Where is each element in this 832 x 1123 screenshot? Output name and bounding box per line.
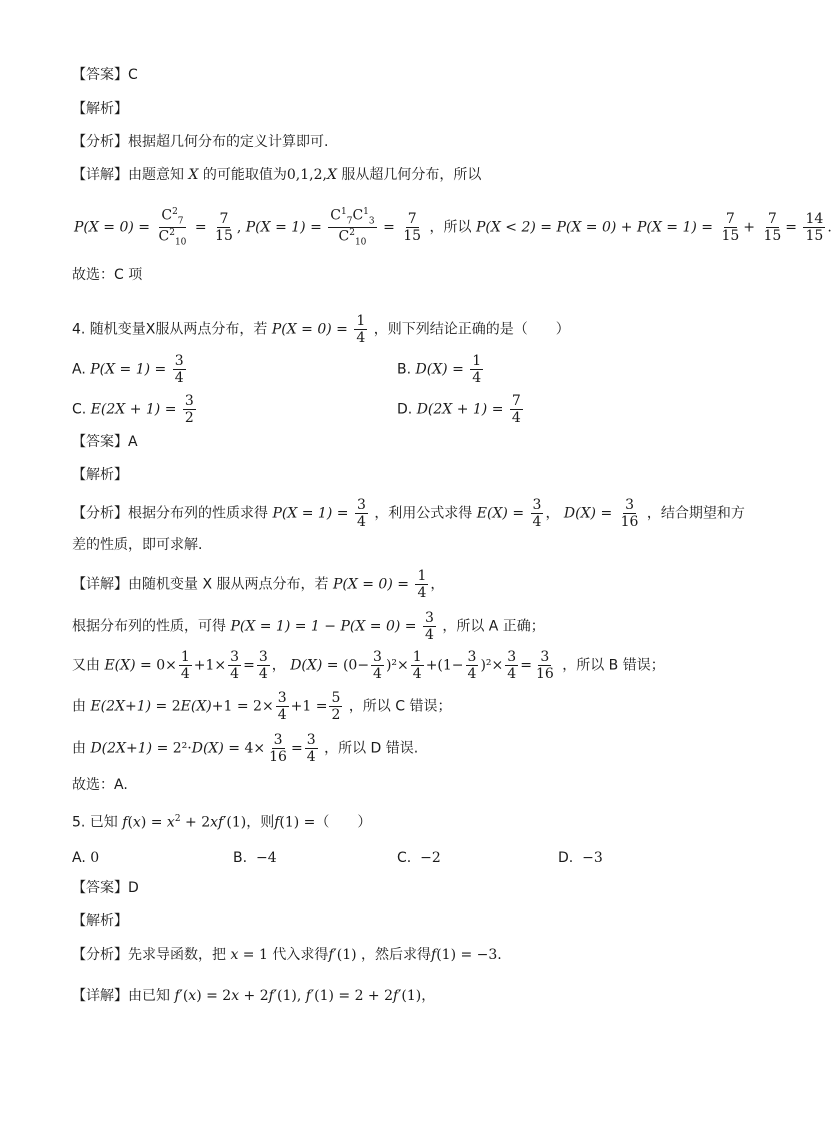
q4-xiangjie-line3: 又由 E(X) = 0× $\frac{1}{4}$ +1× $\frac{3}{4}$ = $\frac{3}{4}$ ， D(X) = (0− $\frac{3}{4}$ )²× $\frac{1}{4}$ +(1− $\frac{3}{4}$ )²× $\frac{3}{4}$ = $\frac{3}{16}$ ，所以 B 错误；: [72, 649, 665, 683]
q5-option-d: D. −3: [558, 850, 603, 866]
q3-analysis-tag: 【解析】: [72, 101, 128, 117]
q4-xiangjie-line2: 根据分布列的性质，可得 P(X = 1) = 1 − P(X = 0) = $\frac{3}{4}$ ，所以 A 正确；: [72, 610, 545, 644]
q4-option-a: A. P(X = 1) = $\frac{3}{4}$: [72, 353, 184, 387]
q5-option-b: B. −4: [233, 850, 277, 866]
q3-answer-line: [72, 68, 138, 82]
q4-option-b: B. D(X) = $\frac{1}{4}$: [397, 353, 482, 387]
q5-analysis-tag: 【解析】: [72, 913, 128, 929]
q3-xiangjie-line: 【详解】由题意知 X 的可能取值为0,1,2,X 服从超几何分布，所以: [72, 167, 482, 183]
q4-fenxi-line2: 差的性质，即可求解.: [72, 537, 203, 553]
q3-formula-line: P(X = 0) = $\frac{C^2_7}{C^2_{10}}$ = $\frac{7}{15}$ , P(X = 1) = $\frac{C^1_7C^1_3}{C^2_{10}}$ = $\frac{7}{15}$ ，所以 P(X < 2) = P(X = 0) + P(X = 1) = $\frac{7}{15}$ + $\frac{7}{15}$ = $\frac{14}{15}$ .: [74, 207, 832, 248]
q4-question: 4. 随机变量X服从两点分布，若 P(X = 0) = $\frac{1}{4}$ ，则下列结论正确的是（ ）: [72, 313, 570, 347]
q4-analysis-tag: 【解析】: [72, 467, 128, 483]
q4-option-c: C. E(2X + 1) = $\frac{3}{2}$: [72, 393, 194, 427]
q4-answer-line: 【答案】A: [72, 434, 138, 450]
q4-option-d: D. D(2X + 1) = $\frac{7}{4}$: [397, 393, 521, 427]
q5-option-c: C. −2: [397, 850, 441, 866]
q5-question: 5. 已知 $f(x) = x^2 + 2xf'(1)$，则f(1) =（ ）: [72, 814, 372, 831]
q4-xiangjie-line5: 由 D(2X+1) = 2²·D(X) = 4× $\frac{3}{16}$ = $\frac{3}{4}$ ，所以 D 错误.: [72, 732, 419, 766]
q3-conclusion: 故选：C 项: [72, 267, 143, 283]
q4-xiangjie-line1: 【详解】由随机变量 X 服从两点分布，若 P(X = 0) = $\frac{1}{4}$ ，: [72, 568, 445, 602]
q5-xiangjie-line: 【详解】由已知 f′(x) = 2x + 2f′(1), f′(1) = 2 + 2f′(1)，: [72, 988, 436, 1004]
q5-answer-line: 【答案】D: [72, 880, 139, 896]
q4-xiangjie-line4: 由 E(2X+1) = 2E(X)+1 = 2× $\frac{3}{4}$ +1 = $\frac{5}{2}$ ，所以 C 错误；: [72, 690, 452, 724]
q5-option-a: A. 0: [72, 850, 100, 866]
answer-value: C: [128, 67, 138, 83]
q3-fenxi-line: 【分析】根据超几何分布的定义计算即可.: [72, 134, 329, 150]
q5-fenxi-line: 【分析】先求导函数，把 x = 1 代入求得f′(1) ，然后求得f(1) = −3.: [72, 947, 502, 963]
answer-tag: 【答案】: [72, 67, 128, 83]
q4-fenxi-line: 【分析】根据分布列的性质求得 P(X = 1) = $\frac{3}{4}$ ，利用公式求得 E(X) = $\frac{3}{4}$ ， D(X) = $\frac{3}{16}$ ，结合期望和方: [72, 497, 745, 531]
q4-conclusion: 故选：A.: [72, 777, 128, 793]
